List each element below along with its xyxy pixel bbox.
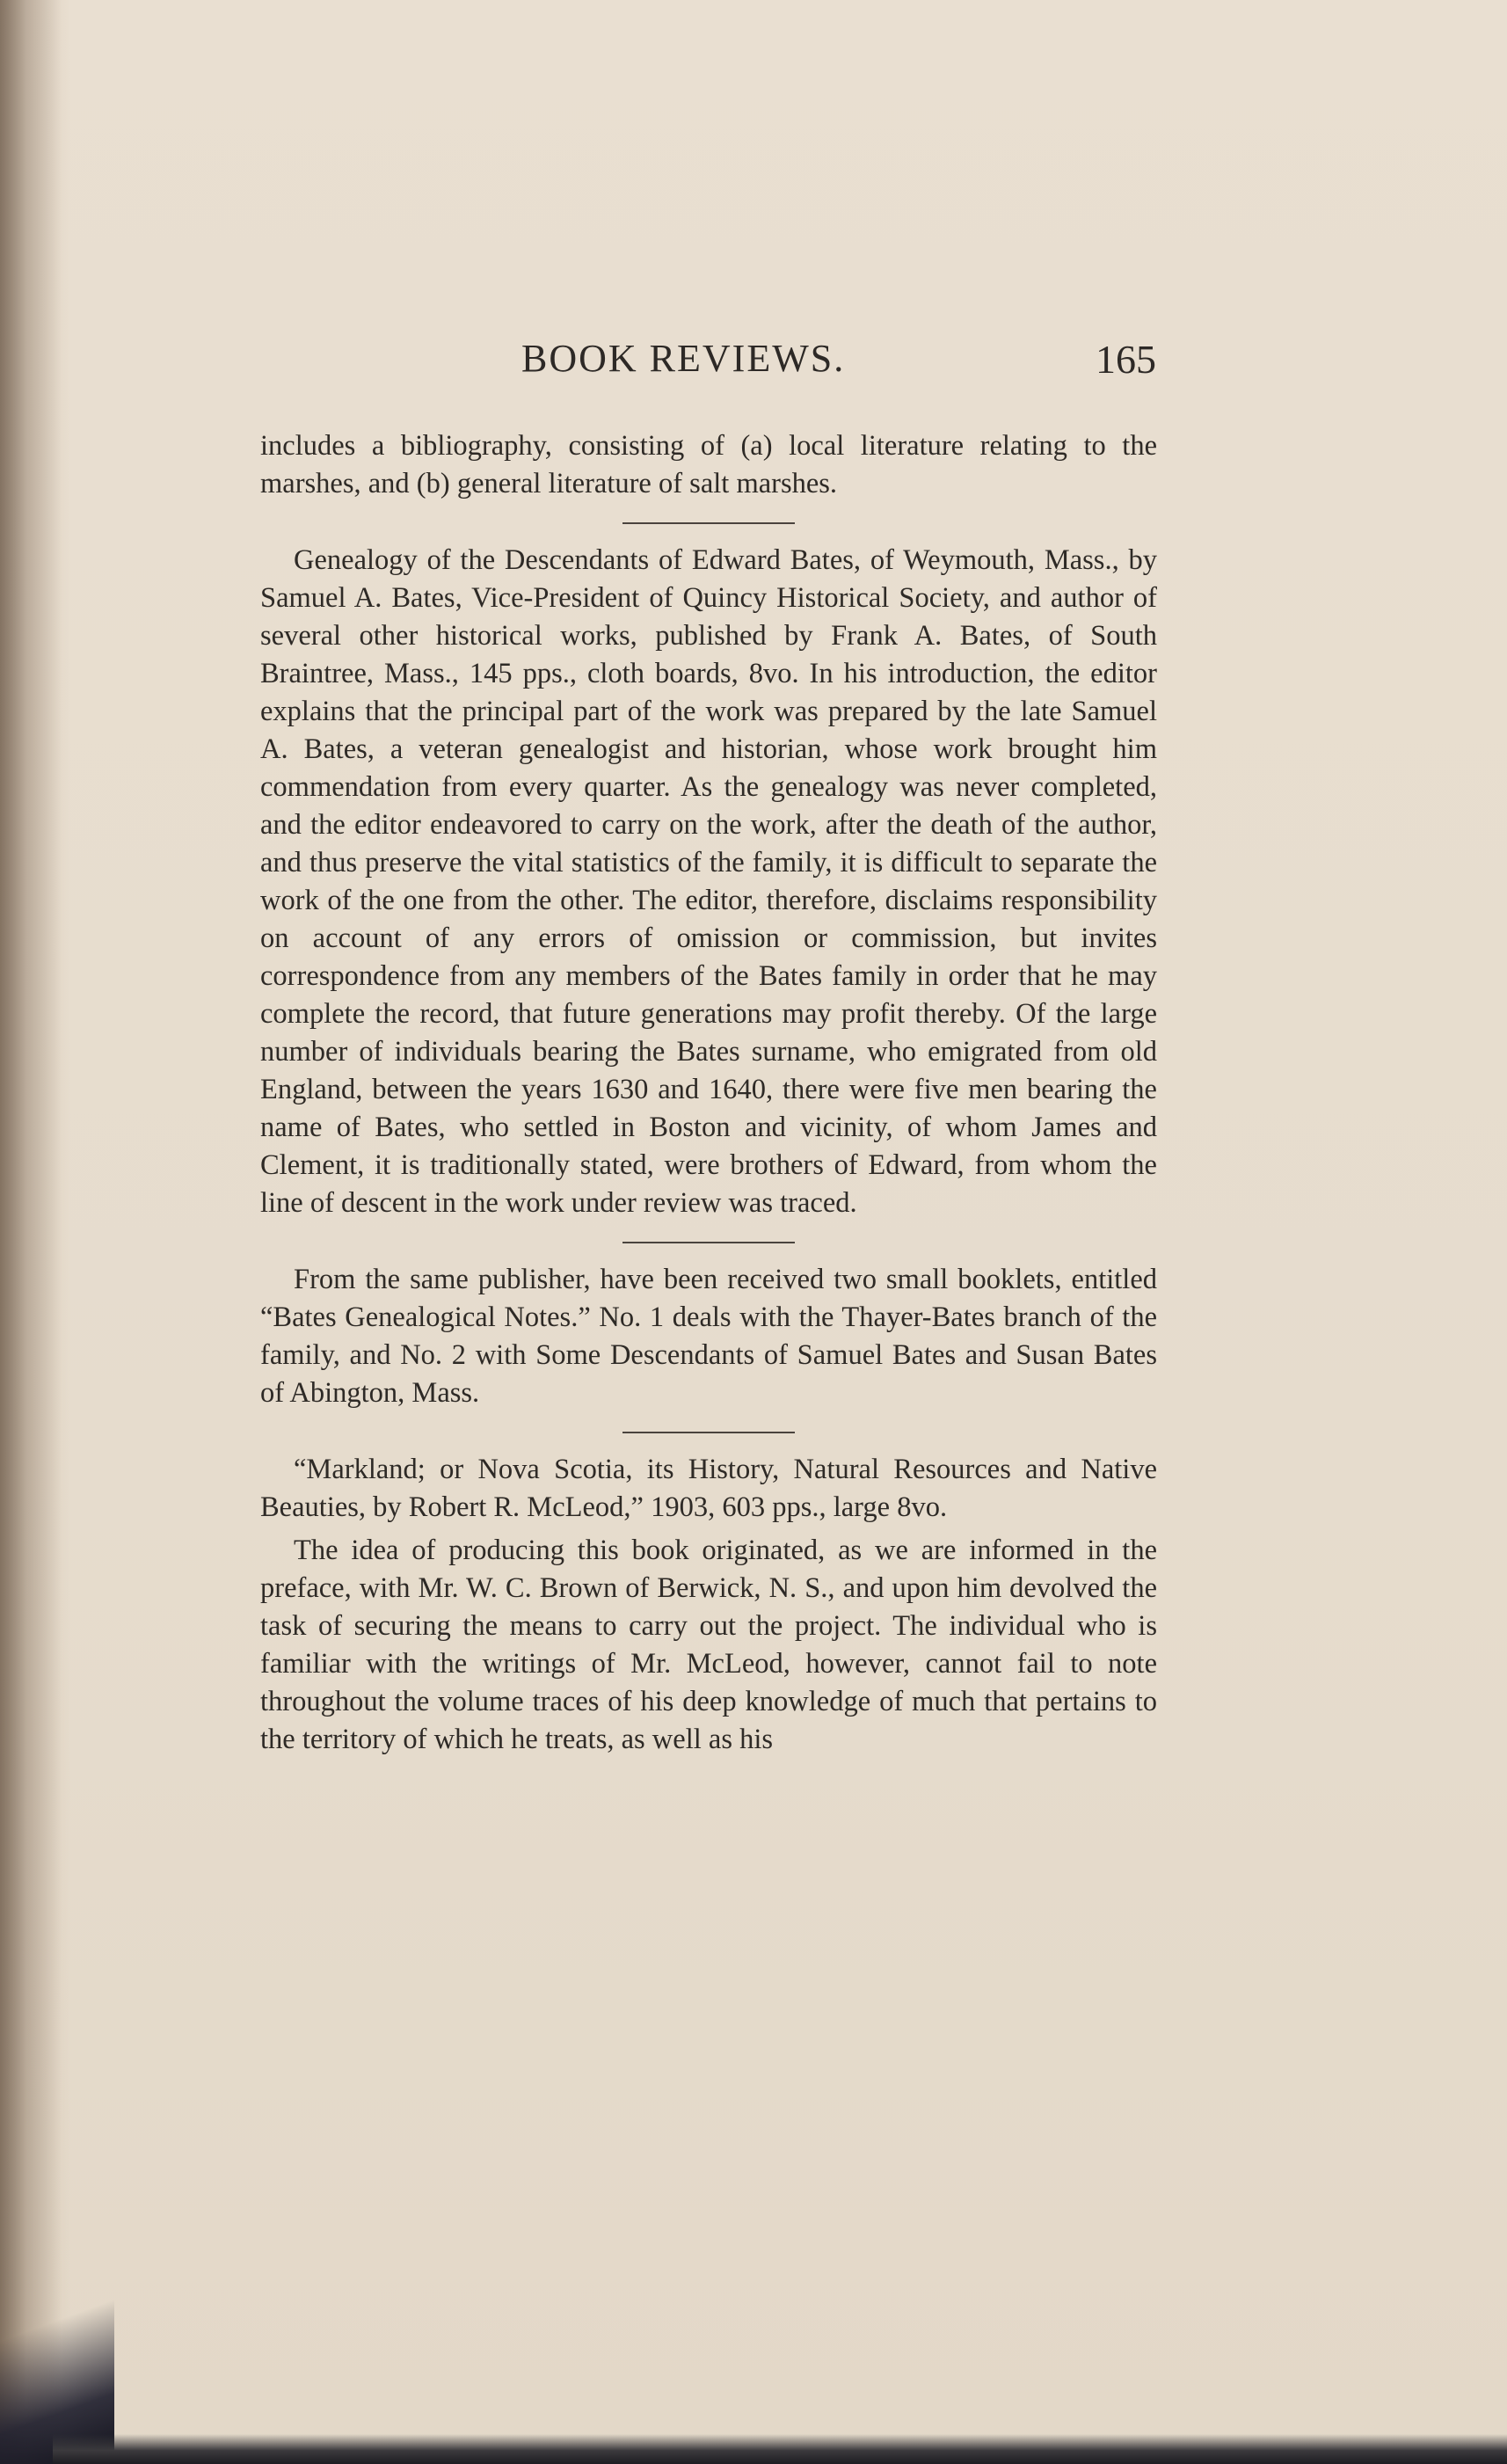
book-cover-edge [53, 2434, 1507, 2464]
paragraph-bates-booklets: From the same publisher, have been received two small booklets, entitled “Bates Genealogical Notes.” No. 1 deals with the Thayer-Bates branch of the family, and No. 2 with Some Descendants of Samuel Bates and Susan Bates of Abington, Mass. [260, 1264, 1157, 1409]
spine-shadow [0, 0, 62, 2464]
section-divider [622, 1432, 795, 1433]
page-header [259, 336, 1156, 389]
paragraph-markland-review: The idea of producing this book originated, as we are informed in the preface, with Mr. W. C. Brown of Berwick, N. S., and upon him devolved the task of securing the means to carry out the project. The individual who is familiar with the writings of Mr. McLeod, however, cannot fail to note throughout the volume traces of his deep knowledge of much that pertains to the territory of which he treats, as well as his [260, 1535, 1157, 1755]
body-text [260, 427, 1157, 1759]
running-title: BOOK REVIEWS. [521, 337, 846, 380]
paragraph-bates-genealogy: Genealogy of the Descendants of Edward Bates, of Weymouth, Mass., by Samuel A. Bates, Vice-President of Quincy Historical Society, and author of several other historical works, published by Frank A. Bates, of South Braintree, Mass., 145 pps., cloth boards, 8vo. In his introduction, the editor explains that the principal part of the work was prepared by the late Samuel A. Bates, a veteran genealogist and historian, whose work brought him commendation from every quarter. As the genealogy was never completed, and the editor endeavored to carry on the work, after the death of the author, and thus preserve the vital statistics of the family, it is difficult to separate the work of the one from the other. The editor, therefore, disclaims responsibility on account of any errors of omission or commission, but invites correspondence from any members of the Bates family in order that he may complete the record, that future generations may profit thereby. Of the large number of individuals bearing the Bates surname, who emigrated from old England, between the years 1630 and 1640, there were five men bearing the name of Bates, who settled in Boston and vicinity, of whom James and Clement, it is traditionally stated, were brothers of Edward, from whom the line of descent in the work under review was traced. [260, 544, 1157, 1219]
section-divider [622, 1242, 795, 1243]
paragraph-markland-title: “Markland; or Nova Scotia, its History, Natural Resources and Native Beauties, by Robert R. McLeod,” 1903, 603 pps., large 8vo. [260, 1454, 1157, 1523]
page-number: 165 [1096, 337, 1156, 382]
paragraph-salt-marshes-continued: includes a bibliography, consisting of (a) local literature relating to the marshes, and (b) general literature of salt marshes. [260, 430, 1157, 499]
section-divider [622, 522, 795, 524]
